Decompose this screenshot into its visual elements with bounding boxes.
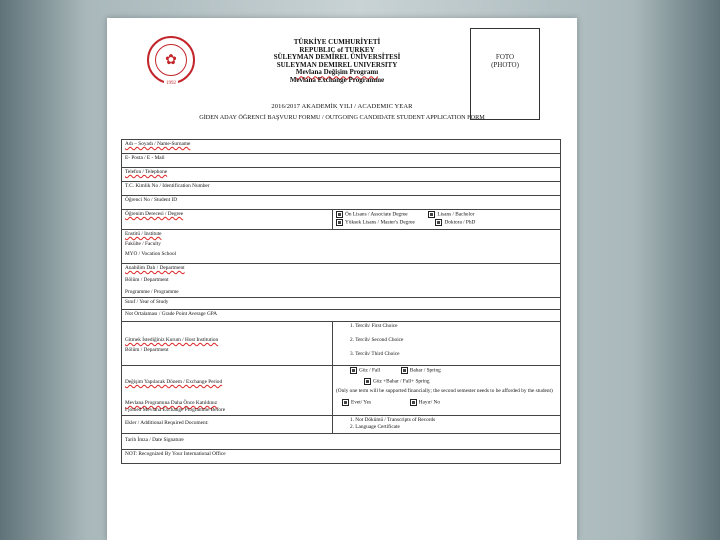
form-title: GİDEN ADAY ÖĞRENCİ BAŞVURU FORMU / OUTGOING CANDIDATE STUDENT APPLICATION FORM — [199, 114, 485, 121]
host-institution-label — [122, 322, 333, 366]
associate-label: Ön Lisans / Associate Degree — [345, 211, 408, 218]
institute-faculty-cell[interactable] — [122, 230, 561, 264]
table-row — [122, 182, 561, 196]
office-note: NOT: Recognized By Your International Office — [122, 450, 561, 464]
year-of-study-field[interactable]: Sınıf / Year of Study — [122, 298, 561, 310]
fall-label: Güz / Fall — [359, 367, 381, 374]
table-row — [122, 366, 561, 416]
faculty-label: Fakülte / Faculty — [125, 241, 161, 247]
department-cell[interactable] — [122, 264, 561, 298]
header-line-2: REPUBLIC of TURKEY — [299, 45, 375, 54]
name-field[interactable]: Adı – Soyadı / Name-Surname — [122, 140, 561, 154]
photo-label-en: (PHOTO) — [491, 61, 519, 69]
application-table — [121, 139, 561, 464]
table-row — [122, 450, 561, 464]
bachelor-label: Lisans / Bachelor — [437, 211, 475, 218]
first-choice[interactable]: 1. Tercih/ First Choice — [350, 323, 398, 329]
academic-year: 2016/2017 AKADEMİK YILI / ACADEMIC YEAR — [271, 103, 413, 110]
table-row — [122, 230, 561, 264]
host-university-label: Gitmek İstediğiniz Kurum / Host Institution — [125, 337, 219, 343]
header-line-6: Mevlana Exchange Programme — [289, 75, 385, 84]
programme-label: Programme / Programme — [125, 289, 179, 295]
gpa-field[interactable]: Not Ortalaması / Grade Point Average GPA — [122, 310, 561, 322]
table-row — [122, 168, 561, 182]
joined-no-checkbox[interactable] — [410, 399, 417, 406]
table-row — [122, 434, 561, 450]
joined-no-label: Hayır/ No — [418, 400, 441, 407]
institute-label: Enstitü / Institute — [125, 231, 162, 237]
host-department-label: Bölüm / Department — [125, 347, 169, 353]
date-signature-field[interactable]: Tarih İmza / Date Signature — [122, 434, 561, 450]
header-line-1: TÜRKİYE CUMHURİYETİ — [293, 38, 381, 46]
master-label: Yüksek Lisans / Master's Degree — [345, 219, 415, 226]
table-row — [122, 210, 561, 230]
phone-field[interactable]: Telefon / Telephone — [122, 168, 561, 182]
transcript-item: 1. Not Dökümü / Transcripts of Records — [350, 417, 436, 423]
table-row — [122, 264, 561, 298]
exchange-period-options — [333, 366, 561, 416]
degree-options — [333, 210, 561, 230]
joined-label-tr: Mevlana Programına Daha Önce Katıldınız — [125, 400, 218, 406]
second-choice[interactable]: 2. Tercih/ Second Choice — [350, 337, 404, 343]
table-row — [122, 310, 561, 322]
host-choices — [333, 322, 561, 366]
table-row — [122, 298, 561, 310]
email-field[interactable]: E- Posta / E - Mail — [122, 154, 561, 168]
photo-label: FOTO — [495, 53, 515, 61]
exchange-period-label: Değişim Yapılacak Dönem / Exchange Period Mevlana Programına Daha Önce Katıldınız I joined Mevlana Exchange Programme Before — [122, 366, 333, 416]
tc-id-field[interactable]: T.C. Kimlik No / Identification Number — [122, 182, 561, 196]
master-checkbox[interactable] — [336, 219, 343, 226]
university-logo — [147, 36, 195, 84]
bachelor-checkbox[interactable] — [428, 211, 435, 218]
additional-docs-label: Ekler / Additional Required Document: — [122, 416, 333, 434]
table-row — [122, 154, 561, 168]
phd-checkbox[interactable] — [435, 219, 442, 226]
associate-checkbox[interactable] — [336, 211, 343, 218]
header-line-5: Mevlana Değişim Programı — [295, 68, 379, 77]
table-row — [122, 140, 561, 154]
joined-yes-checkbox[interactable] — [342, 399, 349, 406]
logo-year: 1992 — [166, 81, 176, 86]
spring-checkbox[interactable] — [401, 367, 408, 374]
additional-docs-list — [333, 416, 561, 434]
header-line-4: SULEYMAN DEMIREL UNIVERSITY — [276, 60, 398, 69]
joined-yes-label: Evet/ Yes — [351, 400, 372, 407]
language-cert-item: 2. Language Certificate — [350, 424, 400, 430]
table-row — [122, 322, 561, 366]
student-id-field[interactable]: Öğrenci No / Student ID — [122, 196, 561, 210]
degree-label: Öğrenim Derecesi / Degree — [122, 210, 333, 230]
vocation-label: MYO / Vocation School — [125, 251, 177, 257]
header-line-3: SÜLEYMAN DEMİREL ÜNİVERSİTESİ — [273, 53, 401, 62]
spring-label: Bahar / Spring — [409, 367, 441, 374]
joined-label-en: I joined Mevlana Exchange Programme Before — [125, 407, 226, 413]
phd-label: Doktora / PhD — [444, 219, 476, 226]
flower-emblem-icon: ✿ — [155, 44, 187, 76]
division-label: Anabilim Dalı / Department — [125, 265, 185, 271]
table-row — [122, 196, 561, 210]
third-choice[interactable]: 3. Tercih/ Third Choice — [350, 351, 400, 357]
fall-spring-checkbox[interactable] — [364, 378, 371, 385]
fall-checkbox[interactable] — [350, 367, 357, 374]
department-label: Bölüm / Department — [125, 277, 169, 283]
fall-spring-label: Güz +Bahar / Fall+ Spring — [373, 378, 430, 385]
form-header — [237, 39, 437, 85]
period-note: (Only one term will be supported financially; the second semester needs to be afforded by the student) — [336, 388, 553, 395]
table-row — [122, 416, 561, 434]
application-form-page — [107, 18, 577, 540]
